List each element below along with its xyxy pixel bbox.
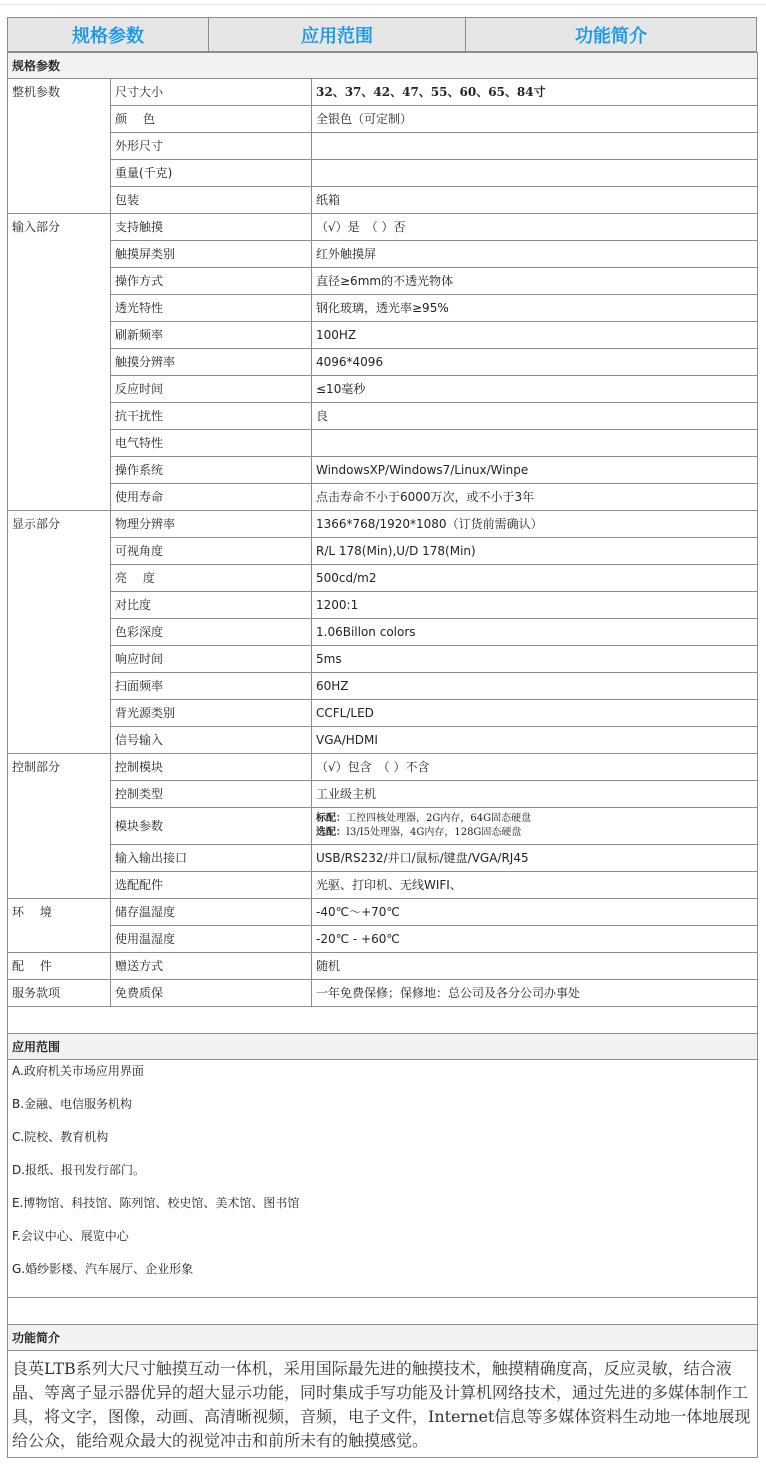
spec-row [8,899,758,926]
scope-item: G.婚纱影楼、汽车展厅、企业形象 [12,1262,194,1276]
spec-value: VGA/HDMI [312,727,758,754]
scope-heading: 应用范围 [8,1034,758,1060]
spec-label: 使用寿命 [111,484,312,511]
spec-label: 透光特性 [111,295,312,322]
tab-spec[interactable]: 规格参数 [72,25,144,47]
spec-value: WindowsXP/Windows7/Linux/Winpe [312,457,758,484]
spec-row [8,808,758,845]
spec-value: 红外触摸屏 [312,241,758,268]
spec-row [8,430,758,457]
spec-label: 控制类型 [111,781,312,808]
spec-label: 背光源类别 [111,700,312,727]
spec-group-label: 输入部分 [8,214,111,511]
spec-value: 1.06Billon colors [312,619,758,646]
spec-value [312,430,758,457]
spec-label: 选配配件 [111,872,312,899]
spec-row [8,241,758,268]
spec-group-label: 整机参数 [8,79,111,214]
spec-label: 亮 度 [111,565,312,592]
spec-value: 光驱、打印机、无线WIFI、 [312,872,758,899]
spec-row [8,160,758,187]
product-detail [7,17,757,1458]
spec-row [8,268,758,295]
spec-row [8,484,758,511]
spec-label: 储存温湿度 [111,899,312,926]
spec-value: 一年免费保修；保修地：总公司及各分公司办事处 [312,980,758,1007]
spec-group-label: 显示部分 [8,511,111,754]
spec-row [8,106,758,133]
spec-label: 对比度 [111,592,312,619]
spec-label: 触摸屏类别 [111,241,312,268]
spec-row [8,754,758,781]
spec-value-line [316,826,753,840]
spec-label: 模块参数 [111,808,312,845]
spec-value: 全银色（可定制） [312,106,758,133]
spec-value-line-prefix: 标配： [316,813,346,824]
spec-value: 直径≥6mm的不透光物体 [312,268,758,295]
scope-list [8,1060,758,1298]
spec-row [8,781,758,808]
spec-row [8,187,758,214]
spacer-row [8,1007,758,1034]
spec-label: 扫面频率 [111,673,312,700]
spec-label: 触摸分辨率 [111,349,312,376]
spec-label: 信号输入 [111,727,312,754]
spec-value-line-text: I3/I5处理器，4G内存，128G固态硬盘 [346,827,522,838]
scope-item: B.金融、电信服务机构 [12,1097,133,1111]
spec-heading: 规格参数 [8,53,758,79]
spec-label: 控制模块 [111,754,312,781]
spec-row [8,133,758,160]
spec-value: （√）是 （ ）否 [312,214,758,241]
spec-label: 使用温湿度 [111,926,312,953]
spec-row [8,376,758,403]
top-divider [0,0,766,5]
spec-value [312,133,758,160]
spec-value: 1366*768/1920*1080（订货前需确认） [312,511,758,538]
spec-row [8,619,758,646]
spec-label: 重量(千克) [111,160,312,187]
spec-value: 5ms [312,646,758,673]
spec-row [8,646,758,673]
spec-label: 尺寸大小 [111,79,312,106]
spec-value: CCFL/LED [312,700,758,727]
spec-value-line [316,812,753,826]
spec-label: 包装 [111,187,312,214]
spec-row [8,349,758,376]
spec-value: 60HZ [312,673,758,700]
features-heading: 功能简介 [8,1325,758,1351]
spec-label: 外形尺寸 [111,133,312,160]
spec-label: 刷新频率 [111,322,312,349]
spacer-row [8,1298,758,1325]
spec-label: 色彩深度 [111,619,312,646]
spec-row [8,295,758,322]
spec-row [8,538,758,565]
spec-row [8,511,758,538]
spec-row [8,926,758,953]
spec-value: （√）包含 （ ）不含 [312,754,758,781]
spec-label: 物理分辨率 [111,511,312,538]
spec-value: 32、37、42、47、55、60、65、84寸 [312,79,758,106]
spec-table [7,52,758,1458]
scope-item: E.博物馆、科技馆、陈列馆、校史馆、美术馆、图书馆 [12,1196,300,1210]
spec-row [8,980,758,1007]
spec-value: 工业级主机 [312,781,758,808]
spec-row [8,457,758,484]
spec-value: 钢化玻璃，透光率≥95% [312,295,758,322]
spec-label: 反应时间 [111,376,312,403]
spec-group-label: 服务款项 [8,980,111,1007]
spec-value: 500cd/m2 [312,565,758,592]
spec-row [8,322,758,349]
spec-value: 1200:1 [312,592,758,619]
spec-value: USB/RS232/并口/鼠标/键盘/VGA/RJ45 [312,845,758,872]
spec-value: -40℃～+70℃ [312,899,758,926]
spec-group-label: 配 件 [8,953,111,980]
spec-value: 良 [312,403,758,430]
spec-label: 操作系统 [111,457,312,484]
spec-label: 赠送方式 [111,953,312,980]
tab-features[interactable]: 功能简介 [465,18,756,51]
tab-bar [7,17,757,52]
spec-row [8,953,758,980]
spec-value: R/L 178(Min),U/D 178(Min) [312,538,758,565]
spec-value: 随机 [312,953,758,980]
scope-item: D.报纸、报刊发行部门。 [12,1163,146,1177]
spec-value: -20℃ - +60℃ [312,926,758,953]
spec-value: 4096*4096 [312,349,758,376]
spec-label: 操作方式 [111,268,312,295]
spec-row [8,700,758,727]
spec-value-line-prefix: 选配： [316,827,346,838]
features-text: 良英LTB系列大尺寸触摸互动一体机，采用国际最先进的触摸技术，触摸精确度高，反应灵敏，结合液晶、等离子显示器优异的超大显示功能，同时集成手写功能及计算机网络技术，通过先进的多媒体制作工具，将文字，图像，动画、高清晰视频，音频，电子文件，Internet信息等多媒体资料生动地一体地展现给公众，能给观众最大的视觉冲击和前所未有的触摸感觉。 [8,1351,758,1458]
spec-label: 可视角度 [111,538,312,565]
spec-value: 纸箱 [312,187,758,214]
spec-label: 抗干扰性 [111,403,312,430]
spec-group-label: 环 境 [8,899,111,953]
spec-label: 电气特性 [111,430,312,457]
tab-scope[interactable]: 应用范围 [208,18,465,51]
spec-row [8,592,758,619]
scope-item: F.会议中心、展览中心 [12,1229,129,1243]
spec-label: 响应时间 [111,646,312,673]
spec-value: 100HZ [312,322,758,349]
spec-label: 输入输出接口 [111,845,312,872]
scope-item: C.院校、教育机构 [12,1130,109,1144]
spec-row [8,727,758,754]
spec-value-line-text: 工控四核处理器，2G内存，64G固态硬盘 [346,813,532,824]
spec-value: ≤10毫秒 [312,376,758,403]
spec-label: 颜 色 [111,106,312,133]
spec-row [8,565,758,592]
spec-row [8,214,758,241]
spec-row [8,79,758,106]
spec-group-label: 控制部分 [8,754,111,899]
spec-value [312,160,758,187]
spec-label: 支持触摸 [111,214,312,241]
spec-row [8,673,758,700]
spec-row [8,845,758,872]
scope-item: A.政府机关市场应用界面 [12,1064,144,1078]
spec-row [8,403,758,430]
spec-label: 免费质保 [111,980,312,1007]
spec-value-multiline [312,808,758,845]
spec-value: 点击寿命不小于6000万次，或不小于3年 [312,484,758,511]
spec-row [8,872,758,899]
